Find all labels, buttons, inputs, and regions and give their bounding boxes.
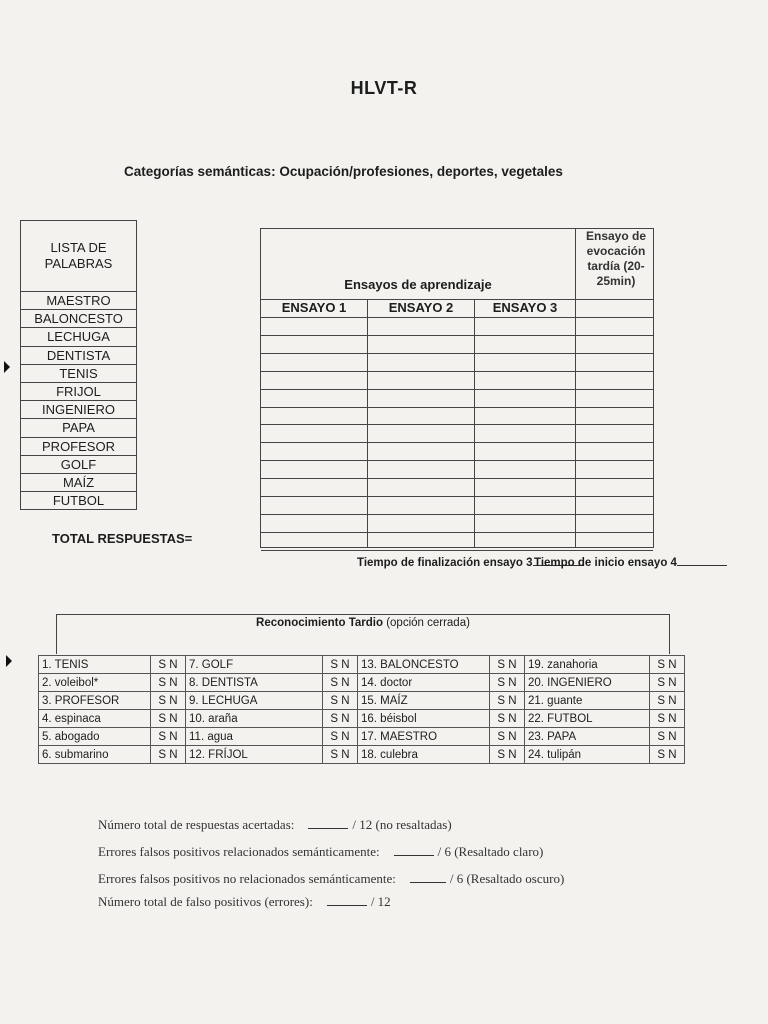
yes-no-answer[interactable]: S N	[323, 656, 358, 674]
grid-row-line	[261, 478, 653, 479]
recognition-row	[39, 656, 685, 674]
word-list-item: BALONCESTO	[21, 310, 136, 328]
yes-no-answer[interactable]: S N	[490, 656, 525, 674]
yes-no-answer[interactable]: S N	[151, 674, 186, 692]
column-divider	[474, 299, 475, 547]
start-time-field[interactable]	[534, 556, 727, 571]
grid-row-line	[261, 335, 653, 336]
recognition-word: 11. agua	[186, 728, 323, 746]
recognition-word: 13. BALONCESTO	[358, 656, 490, 674]
yes-no-answer[interactable]: S N	[650, 674, 685, 692]
recognition-word: 2. voleibol*	[39, 674, 151, 692]
grid-row-line	[261, 407, 653, 408]
recognition-word: 20. INGENIERO	[525, 674, 650, 692]
yes-no-answer[interactable]: S N	[650, 710, 685, 728]
recognition-title-rest: (opción cerrada)	[383, 617, 470, 629]
grid-row-line	[261, 389, 653, 390]
grid-row-line	[261, 496, 653, 497]
recognition-row	[39, 674, 685, 692]
recognition-title	[57, 617, 669, 629]
finish-time-label: Tiempo de finalización ensayo 3	[357, 557, 533, 569]
recognition-word: 7. GOLF	[186, 656, 323, 674]
margin-arrow-icon	[4, 361, 10, 373]
recognition-word: 12. FRÍJOL	[186, 746, 323, 764]
recognition-word: 14. doctor	[358, 674, 490, 692]
yes-no-answer[interactable]: S N	[151, 728, 186, 746]
recognition-word: 9. LECHUGA	[186, 692, 323, 710]
recognition-word: 4. espinaca	[39, 710, 151, 728]
word-list-item: MAÍZ	[21, 474, 136, 492]
recognition-word: 8. DENTISTA	[186, 674, 323, 692]
word-list-header: LISTA DE PALABRAS	[21, 221, 136, 292]
total-line	[98, 894, 391, 910]
yes-no-answer[interactable]: S N	[151, 710, 186, 728]
trial-3-header: ENSAYO 3	[492, 300, 558, 315]
word-list-table	[20, 220, 137, 510]
word-list-item: INGENIERO	[21, 401, 136, 419]
learning-trials-title: Ensayos de aprendizaje	[344, 277, 492, 292]
yes-no-answer[interactable]: S N	[323, 674, 358, 692]
recognition-word: 19. zanahoria	[525, 656, 650, 674]
total-line-label: Errores falsos positivos relacionados semánticamente:	[98, 844, 380, 859]
yes-no-answer[interactable]: S N	[151, 656, 186, 674]
total-blank[interactable]	[327, 905, 367, 906]
total-line-suffix: / 6 (Resaltado oscuro)	[449, 871, 565, 886]
recognition-word: 10. araña	[186, 710, 323, 728]
trial-1-header: ENSAYO 1	[281, 300, 347, 315]
column-divider	[367, 299, 368, 547]
recognition-word: 18. culebra	[358, 746, 490, 764]
yes-no-answer[interactable]: S N	[650, 746, 685, 764]
margin-arrow-icon	[6, 655, 12, 667]
word-list-item: FUTBOL	[52, 493, 105, 509]
late-recall-title: Ensayo de evocación tardía (20- 25min)	[585, 229, 647, 288]
recognition-word: 3. PROFESOR	[39, 692, 151, 710]
word-list-item: GOLF	[21, 456, 136, 474]
yes-no-answer[interactable]: S N	[490, 710, 525, 728]
start-time-blank[interactable]	[677, 565, 727, 566]
grid-row-line	[261, 424, 653, 425]
total-responses-label: TOTAL RESPUESTAS=	[52, 531, 193, 546]
yes-no-answer[interactable]: S N	[151, 692, 186, 710]
grid-row-line	[261, 550, 653, 551]
semantic-categories-subtitle: Categorías semánticas: Ocupación/profesiones, deportes, vegetales	[124, 164, 563, 179]
total-blank[interactable]	[410, 882, 446, 883]
grid-row-line	[261, 460, 653, 461]
total-line	[98, 817, 452, 833]
total-line-label: Número total de falso positivos (errores):	[98, 894, 313, 909]
grid-row-line	[261, 442, 653, 443]
recognition-row	[39, 692, 685, 710]
yes-no-answer[interactable]: S N	[323, 746, 358, 764]
total-blank[interactable]	[394, 855, 434, 856]
word-list-items	[21, 292, 136, 509]
recognition-word: 22. FUTBOL	[525, 710, 650, 728]
word-list-item: PROFESOR	[21, 438, 136, 456]
total-line-label: Errores falsos positivos no relacionados semánticamente:	[98, 871, 396, 886]
recognition-title-bold: Reconocimiento Tardio	[256, 617, 383, 629]
grid-row-line	[261, 371, 653, 372]
total-line-suffix: / 12 (no resaltadas)	[352, 817, 452, 832]
recognition-word: 1. TENIS	[39, 656, 151, 674]
recognition-word: 15. MAÍZ	[358, 692, 490, 710]
recognition-word: 16. béisbol	[358, 710, 490, 728]
yes-no-answer[interactable]: S N	[323, 692, 358, 710]
trial-2-header: ENSAYO 2	[388, 300, 454, 315]
total-line-suffix: / 12	[370, 894, 391, 909]
yes-no-answer[interactable]: S N	[151, 746, 186, 764]
yes-no-answer[interactable]: S N	[490, 692, 525, 710]
page-title: HLVT-R	[350, 78, 418, 98]
grid-row-line	[261, 514, 653, 515]
total-line	[98, 844, 543, 860]
yes-no-answer[interactable]: S N	[650, 656, 685, 674]
yes-no-answer[interactable]: S N	[490, 728, 525, 746]
yes-no-answer[interactable]: S N	[323, 728, 358, 746]
recognition-row	[39, 746, 685, 764]
recognition-box	[56, 614, 670, 654]
word-list-item: DENTISTA	[21, 347, 136, 365]
total-line-suffix: / 6 (Resaltado claro)	[437, 844, 544, 859]
grid-row-line	[261, 532, 653, 533]
yes-no-answer[interactable]: S N	[490, 746, 525, 764]
total-line	[98, 871, 564, 887]
recognition-word: 17. MAESTRO	[358, 728, 490, 746]
trials-grid	[260, 228, 654, 548]
grid-row-line	[261, 353, 653, 354]
recognition-word: 6. submarino	[39, 746, 151, 764]
total-blank[interactable]	[308, 828, 348, 829]
word-list-item: FRIJOL	[21, 383, 136, 401]
recognition-word: 5. abogado	[39, 728, 151, 746]
recognition-row	[39, 710, 685, 728]
word-list-item: PAPA	[21, 419, 136, 437]
recognition-word: 21. guante	[525, 692, 650, 710]
word-list-item: LECHUGA	[21, 328, 136, 346]
grid-row-line	[261, 317, 653, 318]
yes-no-answer[interactable]: S N	[490, 674, 525, 692]
yes-no-answer[interactable]: S N	[323, 710, 358, 728]
recognition-word: 24. tulipán	[525, 746, 650, 764]
yes-no-answer[interactable]: S N	[650, 692, 685, 710]
recognition-row	[39, 728, 685, 746]
recognition-table	[38, 655, 685, 764]
word-list-item: TENIS	[21, 365, 136, 383]
yes-no-answer[interactable]: S N	[650, 728, 685, 746]
word-list-item: MAESTRO	[21, 292, 136, 310]
total-line-label: Número total de respuestas acertadas:	[98, 817, 295, 832]
recognition-word: 23. PAPA	[525, 728, 650, 746]
start-time-label: Tiempo de inicio ensayo 4	[534, 557, 677, 569]
grid-row-line	[261, 299, 653, 300]
